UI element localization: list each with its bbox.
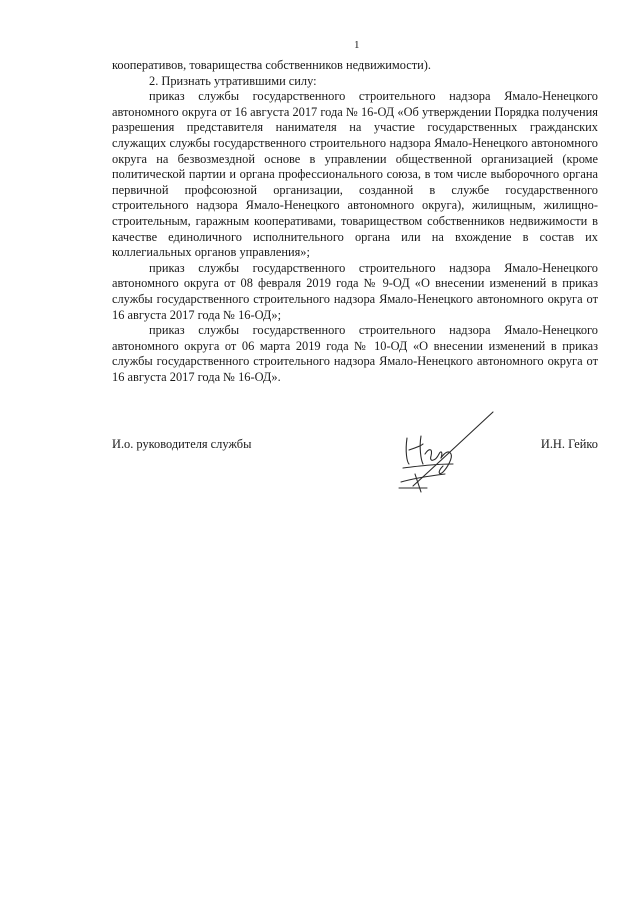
page-number: 1 <box>354 39 360 51</box>
signatory-name: И.Н. Гейко <box>540 437 598 451</box>
paragraph-item-2-heading: 2. Признать утратившими силу: <box>149 73 317 88</box>
paragraph-repealed-order-2: приказ службы государственного строительного надзора Ямало-Ненецкого автономного округа от 08 февраля 2019 года № 9-ОД «О внесении изменений в приказ службы государственного строительного надзора Ямало-Ненецкого автономного округа от 16 августа 2017 года № 16-ОД»; <box>112 260 598 322</box>
signature-block <box>112 436 598 456</box>
handwritten-signature-icon <box>395 408 505 498</box>
signatory-position: И.о. руководителя службы <box>112 437 252 451</box>
paragraph-continuation: кооперативов, товарищества собственников недвижимости). <box>112 58 432 72</box>
paragraph-repealed-order-1: приказ службы государственного строительного надзора Ямало-Ненецкого автономного округа от 16 августа 2017 года № 16-ОД «Об утверждении Порядка получения разрешения представителя нанимателя на участие государственных гражданских служащих службы государственного строительного надзора Ямало-Ненецкого автономного округа на безвозмездной основе в управлении общественной организацией (кроме политической партии и органа профессионального союза, в том числе выборочного органа первичной профсоюзной организации, созданной в службе государственного строительного надзора Ямало-Ненецкого автономного округа), жилищным, жилищно-строительным, гаражным кооперативами, товариществом собственников недвижимости в качестве единоличного исполнительного органа или на вхождение в состав их коллегиальных органов управления»; <box>112 89 598 260</box>
document-body <box>112 58 598 385</box>
paragraph-repealed-order-3: приказ службы государственного строительного надзора Ямало-Ненецкого автономного округа от 06 марта 2019 года № 10-ОД «О внесении изменений в приказ службы государственного строительного надзора Ямало-Ненецкого автономного округа от 16 августа 2017 года № 16-ОД». <box>112 323 598 384</box>
